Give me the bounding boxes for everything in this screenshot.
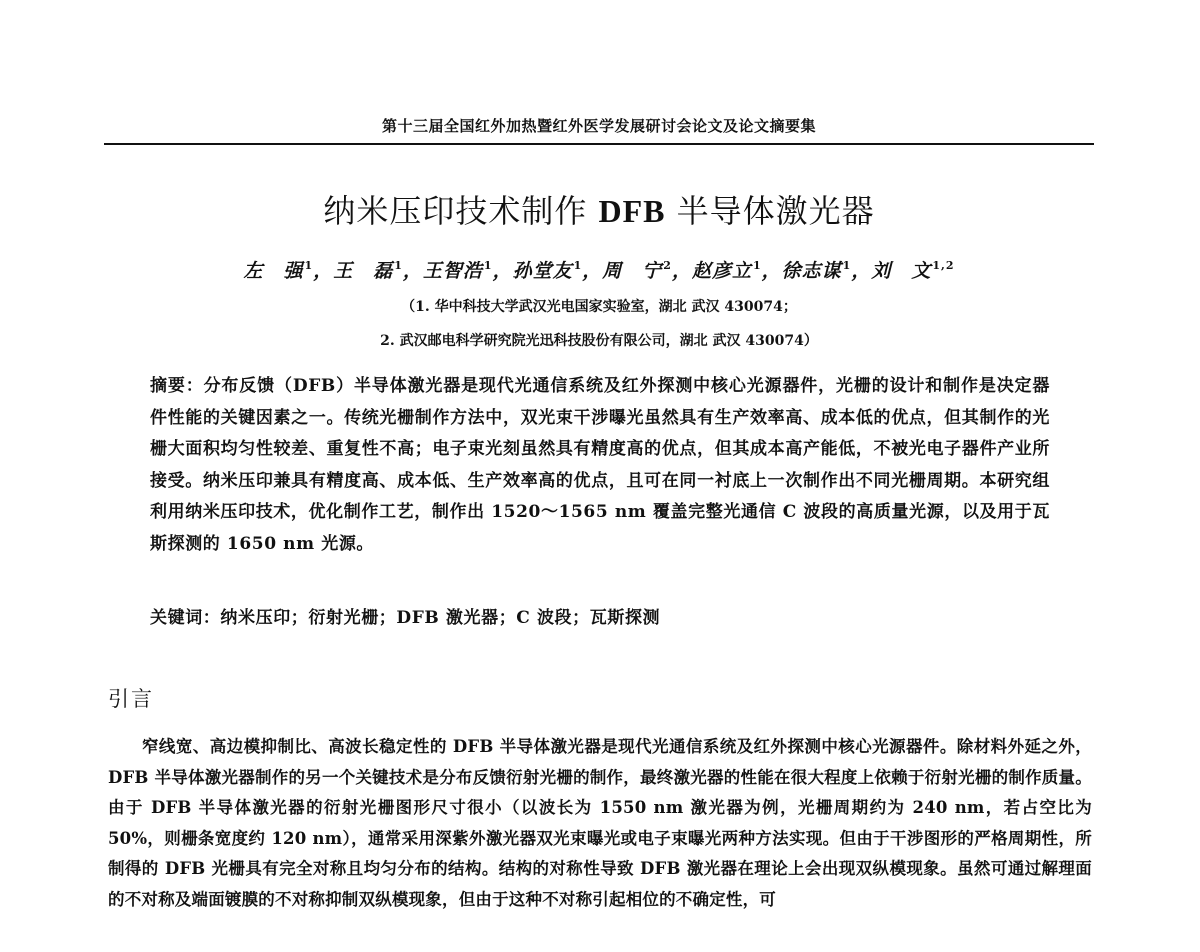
author-affiliation-mark: 1 xyxy=(573,259,583,272)
paper-title xyxy=(104,186,1094,232)
author-separator: ， xyxy=(582,260,603,282)
author-separator: ， xyxy=(402,260,423,282)
author-affiliation-mark: 1 xyxy=(394,259,403,272)
title-part-3: 半导体激光器 xyxy=(665,192,875,230)
affiliation-1: （1. 华中科技大学武汉光电国家实验室，湖北 武汉 430074； xyxy=(401,299,797,315)
affiliation-2: 2. 武汉邮电科学研究院光迅科技股份有限公司，湖北 武汉 430074） xyxy=(380,333,818,349)
abstract xyxy=(150,371,1050,560)
author-separator: ， xyxy=(313,260,334,282)
author-list xyxy=(104,256,1094,283)
author-affiliation-mark: 1,2 xyxy=(932,259,955,272)
running-head: 第十三届全国红外加热暨红外医学发展研讨会论文及论文摘要集 xyxy=(381,117,816,135)
author xyxy=(333,260,403,282)
author-affiliation-mark: 1 xyxy=(304,259,314,272)
keywords-label: 关键词： xyxy=(150,608,221,628)
author-affiliation-mark: 1 xyxy=(483,259,493,272)
author xyxy=(871,260,954,282)
author xyxy=(782,260,852,282)
section-heading-introduction: 引言 xyxy=(108,687,154,711)
author xyxy=(244,260,314,282)
author xyxy=(513,260,583,282)
author-name: 刘 文 xyxy=(871,260,932,282)
keywords-text: 纳米压印；衍射光栅；DFB 激光器；C 波段；瓦斯探测 xyxy=(220,608,661,628)
author-name: 王 磊 xyxy=(333,260,394,282)
author-name: 周 宁 xyxy=(602,260,663,282)
author-name: 孙堂友 xyxy=(512,260,573,282)
author-affiliation-mark: 1 xyxy=(752,259,762,272)
author xyxy=(423,260,493,282)
header-rule xyxy=(104,143,1094,145)
author-name: 徐志谋 xyxy=(781,260,842,282)
title-part-1: 纳米压印技术制作 xyxy=(323,192,599,230)
author-separator: ， xyxy=(761,260,782,282)
author-affiliation-mark: 1 xyxy=(842,259,852,272)
author-affiliation-mark: 2 xyxy=(663,259,672,272)
author-name: 赵彦立 xyxy=(691,260,752,282)
author-separator: ， xyxy=(671,260,692,282)
author-name: 王智浩 xyxy=(422,260,483,282)
introduction-paragraph: 窄线宽、高边模抑制比、高波长稳定性的 DFB 半导体激光器是现代光通信系统及红外探测中核心光源器件。除材料外延之外，DFB 半导体激光器制作的另一个关键技术是分布反馈衍射光栅的制作，最终激光器的性能在很大程度上依赖于衍射光栅的制作质量。由于 DFB 半导体激光器的衍射光栅图形尺寸很小（以波长为 1550 nm 激光器为例，光栅周期约为 240 nm，若占空比为 50%，则栅条宽度约 120 nm），通常采用深紫外激光器双光束曝光或电子束曝光两种方法实现。但由于干涉图形的严格周期性，所制得的 DFB 光栅具有完全对称且均匀分布的结构。结构的对称性导致 DFB 激光器在理论上会出现双纵模现象。虽然可通过解理面的不对称及端面镀膜的不对称抑制双纵模现象，但由于这种不对称引起相位的不确定性，可 xyxy=(108,737,1092,909)
author xyxy=(692,260,762,282)
author xyxy=(602,260,672,282)
abstract-text: 分布反馈（DFB）半导体激光器是现代光通信系统及红外探测中核心光源器件，光栅的设计和制作是决定器件性能的关键因素之一。传统光栅制作方法中，双光束干涉曝光虽然具有生产效率高、成本低的优点，但其制作的光栅大面积均匀性较差、重复性不高；电子束光刻虽然具有精度高的优点，但其成本高产能低，不被光电子器件产业所接受。纳米压印兼具有精度高、成本低、生产效率高的优点，且可在同一衬底上一次制作出不同光栅周期。本研究组利用纳米压印技术，优化制作工艺，制作出 1520～1565 nm 覆盖完整光通信 C 波段的高质量光源，以及用于瓦斯探测的 1650 nm 光源。 xyxy=(150,376,1050,554)
title-part-2: DFB xyxy=(598,193,666,229)
author-name: 左 强 xyxy=(243,260,304,282)
author-separator: ， xyxy=(492,260,513,282)
abstract-label: 摘要： xyxy=(150,376,204,396)
keywords xyxy=(150,603,1050,628)
author-separator: ， xyxy=(851,260,872,282)
